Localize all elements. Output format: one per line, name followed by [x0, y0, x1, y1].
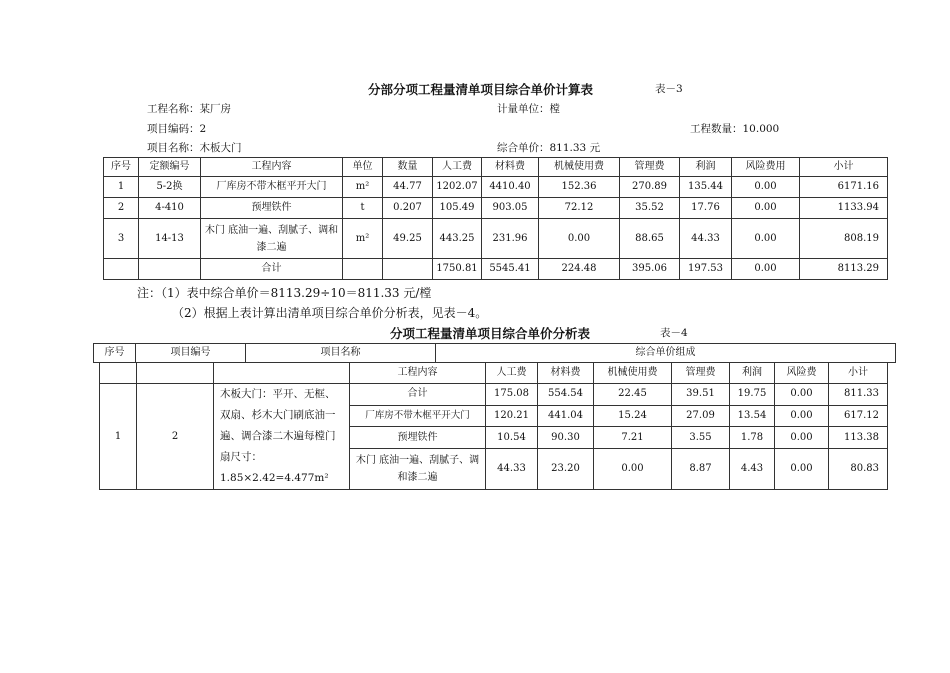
header-cell: 管理费: [620, 158, 680, 177]
cell-profit: 13.54: [730, 405, 775, 427]
cell-code: 5-2换: [139, 177, 201, 198]
cell-no: 2: [104, 198, 139, 219]
table4: [99, 362, 888, 490]
cell-material: 23.20: [538, 448, 594, 489]
cell-mgmt: 3.55: [672, 427, 730, 449]
cell-risk: 0.00: [732, 219, 800, 259]
cell-profit: 4.43: [730, 448, 775, 489]
cell-risk: 0.00: [775, 384, 829, 406]
cell-qty: 44.77: [383, 177, 433, 198]
cell-subtotal: 6171.16: [800, 177, 888, 198]
cell-mgmt: 27.09: [672, 405, 730, 427]
item-code: 项目编码：2: [147, 123, 207, 135]
measure-unit: 计量单位：樘: [497, 103, 560, 115]
header-cell: 工程内容: [201, 158, 343, 177]
cell-qty: 49.25: [383, 219, 433, 259]
cell-machine: 224.48: [539, 259, 620, 280]
project-name: 工程名称：某厂房: [147, 103, 231, 115]
cell-risk: 0.00: [775, 405, 829, 427]
header-cell: 序号: [94, 344, 136, 363]
header-cell: 项目编号: [136, 344, 246, 363]
cell-content: 木门 底油一遍、刮腻子、调和漆二遍: [350, 448, 486, 489]
cell-mgmt: 88.65: [620, 219, 680, 259]
cell-mgmt: 8.87: [672, 448, 730, 489]
cell-subtotal: 113.38: [829, 427, 888, 449]
header-cell: 单位: [343, 158, 383, 177]
cell-labor: 10.54: [486, 427, 538, 449]
table4-header-row: [94, 344, 896, 363]
cell-code: 2: [137, 384, 214, 490]
cell-content: 木门 底油一遍、刮腻子、调和漆二遍: [201, 219, 343, 259]
item-name: 项目名称：木板大门: [147, 142, 242, 154]
header-cell: 风险费: [775, 363, 829, 384]
cell-risk: 0.00: [775, 427, 829, 449]
cell-empty: [383, 259, 433, 280]
header-cell: 工程内容: [350, 363, 486, 384]
cell-material: 231.96: [482, 219, 539, 259]
unit-price: 综合单价：811.33 元: [497, 142, 601, 154]
header-cell: 小计: [829, 363, 888, 384]
cell-risk: 0.00: [732, 177, 800, 198]
table3-label: 表－3: [655, 83, 683, 95]
cell-unit: t: [343, 198, 383, 219]
header-cell: 风险费用: [732, 158, 800, 177]
cell-material: 903.05: [482, 198, 539, 219]
cell-profit: 1.78: [730, 427, 775, 449]
cell-material: 4410.40: [482, 177, 539, 198]
table-row: [100, 384, 888, 406]
cell-material: 554.54: [538, 384, 594, 406]
cell-qty: 0.207: [383, 198, 433, 219]
cell-empty: [214, 363, 350, 384]
cell-labor: 120.21: [486, 405, 538, 427]
table-row: [104, 219, 888, 259]
header-cell: 材料费: [538, 363, 594, 384]
header-cell: 序号: [104, 158, 139, 177]
cell-mgmt: 270.89: [620, 177, 680, 198]
table-row: [104, 198, 888, 219]
cell-subtotal: 1133.94: [800, 198, 888, 219]
cell-empty: [343, 259, 383, 280]
cell-material: 441.04: [538, 405, 594, 427]
header-cell: 机械使用费: [539, 158, 620, 177]
cell-subtotal: 617.12: [829, 405, 888, 427]
cell-no: 1: [104, 177, 139, 198]
table4-subheader-row: [100, 363, 888, 384]
table3-header-row: [104, 158, 888, 177]
note-2: （2）根据上表计算出清单项目综合单价分析表，见表－4。: [172, 306, 488, 320]
header-cell: 数量: [383, 158, 433, 177]
table-row: [104, 177, 888, 198]
cell-mgmt: 35.52: [620, 198, 680, 219]
header-cell: 项目名称: [246, 344, 436, 363]
table4-title: 分项工程量清单项目综合单价分析表: [390, 326, 591, 341]
cell-content: 厂库房不带木框平开大门: [201, 177, 343, 198]
cell-content: 合计: [350, 384, 486, 406]
table3: [103, 157, 888, 280]
cell-content: 预埋铁件: [350, 427, 486, 449]
cell-material: 5545.41: [482, 259, 539, 280]
table4-label: 表－4: [660, 327, 688, 339]
header-cell: 机械使用费: [594, 363, 672, 384]
cell-risk: 0.00: [732, 198, 800, 219]
cell-machine: 22.45: [594, 384, 672, 406]
cell-labor: 443.25: [433, 219, 482, 259]
header-cell: 管理费: [672, 363, 730, 384]
cell-profit: 19.75: [730, 384, 775, 406]
cell-mgmt: 395.06: [620, 259, 680, 280]
header-cell: 人工费: [433, 158, 482, 177]
header-cell: 利润: [680, 158, 732, 177]
cell-risk: 0.00: [732, 259, 800, 280]
cell-unit: m²: [343, 177, 383, 198]
cell-mgmt: 39.51: [672, 384, 730, 406]
cell-profit: 44.33: [680, 219, 732, 259]
table3-title: 分部分项工程量清单项目综合单价计算表: [368, 82, 594, 97]
cell-profit: 17.76: [680, 198, 732, 219]
cell-labor: 44.33: [486, 448, 538, 489]
cell-machine: 72.12: [539, 198, 620, 219]
header-cell: 材料费: [482, 158, 539, 177]
cell-content: 厂库房不带木框平开大门: [350, 405, 486, 427]
cell-total-label: 合计: [201, 259, 343, 280]
table-total-row: [104, 259, 888, 280]
work-quantity: 工程数量：10.000: [690, 123, 780, 135]
cell-unit: m²: [343, 219, 383, 259]
cell-profit: 135.44: [680, 177, 732, 198]
cell-content: 预埋铁件: [201, 198, 343, 219]
cell-empty: [100, 363, 137, 384]
cell-labor: 105.49: [433, 198, 482, 219]
header-cell: 人工费: [486, 363, 538, 384]
cell-machine: 0.00: [539, 219, 620, 259]
cell-labor: 175.08: [486, 384, 538, 406]
table4-header: [93, 343, 896, 363]
cell-machine: 152.36: [539, 177, 620, 198]
cell-profit: 197.53: [680, 259, 732, 280]
cell-subtotal: 811.33: [829, 384, 888, 406]
cell-code: 4-410: [139, 198, 201, 219]
cell-empty: [104, 259, 139, 280]
cell-labor: 1202.07: [433, 177, 482, 198]
cell-machine: 7.21: [594, 427, 672, 449]
cell-empty: [137, 363, 214, 384]
cell-subtotal: 808.19: [800, 219, 888, 259]
cell-subtotal: 8113.29: [800, 259, 888, 280]
cell-material: 90.30: [538, 427, 594, 449]
header-cell: 利润: [730, 363, 775, 384]
cell-code: 14-13: [139, 219, 201, 259]
cell-risk: 0.00: [775, 448, 829, 489]
cell-empty: [139, 259, 201, 280]
header-cell: 综合单价组成: [436, 344, 896, 363]
cell-machine: 15.24: [594, 405, 672, 427]
cell-labor: 1750.81: [433, 259, 482, 280]
cell-no: 3: [104, 219, 139, 259]
cell-no: 1: [100, 384, 137, 490]
header-cell: 小计: [800, 158, 888, 177]
note-1: 注：（1）表中综合单价＝8113.29÷10＝811.33 元/樘: [137, 286, 432, 300]
cell-subtotal: 80.83: [829, 448, 888, 489]
cell-machine: 0.00: [594, 448, 672, 489]
header-cell: 定额编号: [139, 158, 201, 177]
cell-item-name: 木板大门：平开、无框、双扇、杉木大门刷底油一遍、调合漆二木遍每樘门扇尺寸：1.85×2.42=4.477m²: [214, 384, 350, 490]
